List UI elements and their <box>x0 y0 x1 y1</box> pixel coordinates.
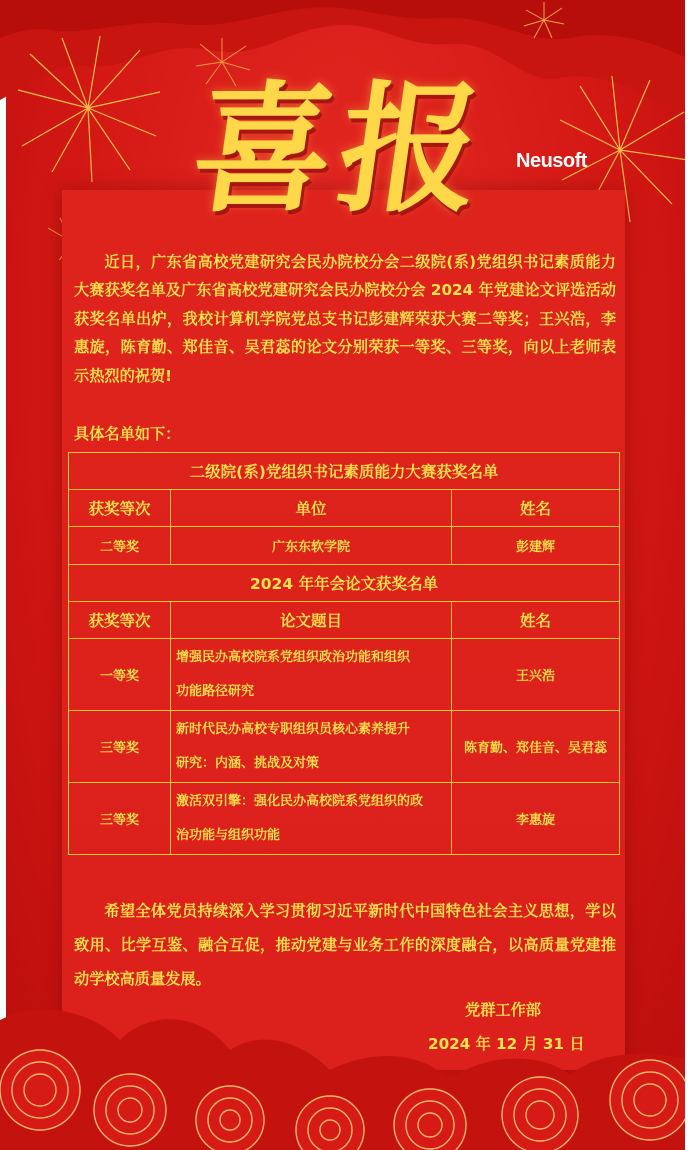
column-header: 单位 <box>171 490 452 527</box>
paper-title <box>171 783 452 855</box>
paper-title-line: 增强民办高校院系党组织政治功能和组织 <box>176 649 411 665</box>
signer: 党群工作部 <box>465 1001 541 1019</box>
table-row <box>69 602 620 639</box>
awards-table <box>68 452 620 855</box>
papers-table-title: 2024 年年会论文获奖名单 <box>69 565 620 602</box>
award-unit: 广东东软学院 <box>171 527 452 565</box>
column-header: 论文题目 <box>171 602 452 639</box>
award-name: 王兴浩 <box>452 639 620 711</box>
paper-title <box>171 639 452 711</box>
column-header: 姓名 <box>452 490 620 527</box>
neusoft-logo: Neusoft <box>516 150 587 172</box>
table-row <box>69 783 620 855</box>
award-level: 三等奖 <box>69 711 171 783</box>
award-level: 三等奖 <box>69 783 171 855</box>
list-heading: 具体名单如下： <box>74 425 181 443</box>
table-row <box>69 639 620 711</box>
table-row <box>69 711 620 783</box>
title-area <box>160 60 520 240</box>
paper-title-line: 新时代民办高校专职组织员核心素养提升 <box>176 721 411 737</box>
paper-title-line: 激活双引擎：强化民办高校院系党组织的政 <box>176 793 424 809</box>
paper-title-line: 治功能与组织功能 <box>176 827 281 843</box>
column-header: 姓名 <box>452 602 620 639</box>
award-level: 二等奖 <box>69 527 171 565</box>
award-name: 彭建辉 <box>452 527 620 565</box>
date: 2024 年 12 月 31 日 <box>428 1035 585 1053</box>
table-row <box>69 453 620 490</box>
column-header: 获奖等次 <box>69 490 171 527</box>
closing-paragraph: 希望全体党员持续深入学习贯彻习近平新时代中国特色社会主义思想，学以致用、比学互鉴、融合互促，推动党建与业务工作的深度融合，以高质量党建推动学校高质量发展。 <box>74 902 616 988</box>
page-title: 喜报 <box>182 68 498 232</box>
table-row <box>69 565 620 602</box>
paper-title-line: 功能路径研究 <box>176 683 255 699</box>
paper-title <box>171 711 452 783</box>
award-name: 陈育勤、郑佳音、吴君蕊 <box>452 711 620 783</box>
paper-title-line: 研究：内涵、挑战及对策 <box>176 755 320 771</box>
table-row <box>69 490 620 527</box>
intro-paragraph: 近日，广东省高校党建研究会民办院校分会二级院(系)党组织书记素质能力大赛获奖名单及广东省高校党建研究会民办院校分会 2024 年党建论文评选活动获奖名单出炉，我校计算机学院党总支书记彭建辉荣获大赛二等奖；王兴浩，李惠旋，陈育勤、郑佳音、吴君蕊的论文分别荣获一等奖、三等奖，向以上老师表示热烈的祝贺! <box>74 253 616 385</box>
award-level: 一等奖 <box>69 639 171 711</box>
competition-table-title: 二级院(系)党组织书记素质能力大赛获奖名单 <box>69 453 620 490</box>
column-header: 获奖等次 <box>69 602 171 639</box>
award-name: 李惠旋 <box>452 783 620 855</box>
table-row <box>69 527 620 565</box>
